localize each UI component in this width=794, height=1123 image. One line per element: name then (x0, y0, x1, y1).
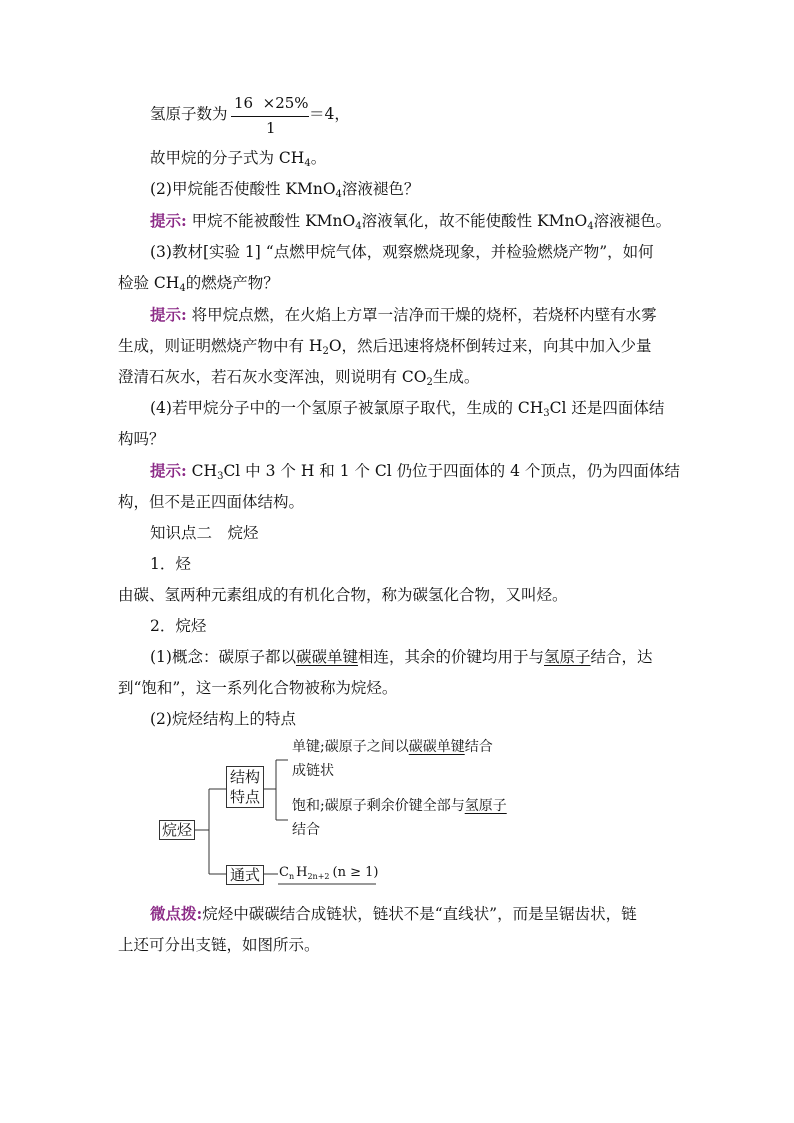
alkane-root-box: 烷烃 (159, 820, 195, 840)
note-label: 微点拨: (150, 904, 203, 923)
answer-3-line1: 提示: 将甲烷点燃，在火焰上方罩一洁净而干燥的烧杯，若烧杯内壁有水雾 (150, 305, 657, 324)
item-1-text: 由碳、氢两种元素组成的有机化合物，称为碳氢化合物，又叫烃。 (118, 586, 568, 604)
item-1-title: 1．烃 (150, 555, 191, 573)
answer-3-line3: 澄清石灰水，若石灰水变浑浊，则说明有 $CO_2$生成。 (118, 368, 480, 388)
section-title: 知识点二 烷烃 (150, 524, 259, 542)
question-4-line2: 构吗？ (118, 430, 165, 448)
tip-label: 提示: (150, 461, 187, 480)
h-count-prefix: 氢原子数为 (150, 105, 228, 123)
saturated-text-line1: 饱和;碳原子剩余价键全部与氢原子 (292, 798, 507, 814)
question-3-line2: 检验 $CH_4$的燃烧产物？ (118, 274, 279, 294)
general-formula-box: 通式 (226, 865, 264, 885)
answer-4-line1: 提示: $CH_3Cl$ 中 3 个 H 和 1 个 Cl 仍位于四面体的 4 个顶点，仍为四面体结 (150, 461, 680, 482)
concept-line2: 到“饱和”，这一系列化合物被称为烷烃。 (118, 679, 398, 697)
single-bond-text-line2: 成链状 (292, 763, 334, 779)
single-bond-text-line1: 单键;碳原子之间以碳碳单键结合 (292, 739, 493, 755)
concept-line1: (1)概念：碳原子都以碳碳单键相连，其余的价键均用于与氢原子结合，达 (150, 648, 653, 666)
fraction-bar (231, 116, 309, 117)
tip-label: 提示: (150, 211, 187, 230)
fraction-denominator: 1 (266, 119, 276, 137)
fraction-result: ＝4， (309, 105, 350, 123)
methane-formula-line: 故甲烷的分子式为 $CH_4$。 (150, 149, 327, 169)
tip-label: 提示: (150, 305, 187, 324)
note-line2: 上还可分出支链，如图所示。 (118, 936, 320, 954)
fraction-numerator: 16 ×25% (234, 94, 309, 112)
answer-4-line2: 构，但不是正四面体结构。 (118, 493, 305, 511)
structure-title: (2)烷烃结构上的特点 (150, 710, 296, 728)
note-line1: 微点拨:烷烃中碳碳结合成链状，链状不是“直线状”，而是呈锯齿状，链 (150, 904, 637, 923)
answer-2: 提示: 甲烷不能被酸性 KMnO$_4$溶液氧化，故不能使酸性 KMnO$_4$溶液褪色。 (150, 211, 672, 232)
general-formula: $C_n$ $H_{2n+2}$ (n ≥ 1) (279, 865, 379, 881)
answer-3-line2: 生成，则证明燃烧产物中有 $H_2O$，然后迅速将烧杯倒转过来，向其中加入少量 (118, 337, 652, 357)
question-3-line1: (3)教材[实验 1] “点燃甲烷气体，观察燃烧现象，并检验燃烧产物”，如何 (150, 243, 654, 261)
question-4-line1: (4)若甲烷分子中的一个氢原子被氯原子取代，生成的 $CH_3Cl$ 还是四面体结 (150, 399, 665, 419)
question-2: (2)甲烷能否使酸性 KMnO$_4$溶液褪色？ (150, 180, 420, 200)
item-2-title: 2．烷烃 (150, 617, 207, 635)
structure-feature-box: 结构 特点 (226, 766, 264, 808)
saturated-text-line2: 结合 (292, 822, 320, 838)
